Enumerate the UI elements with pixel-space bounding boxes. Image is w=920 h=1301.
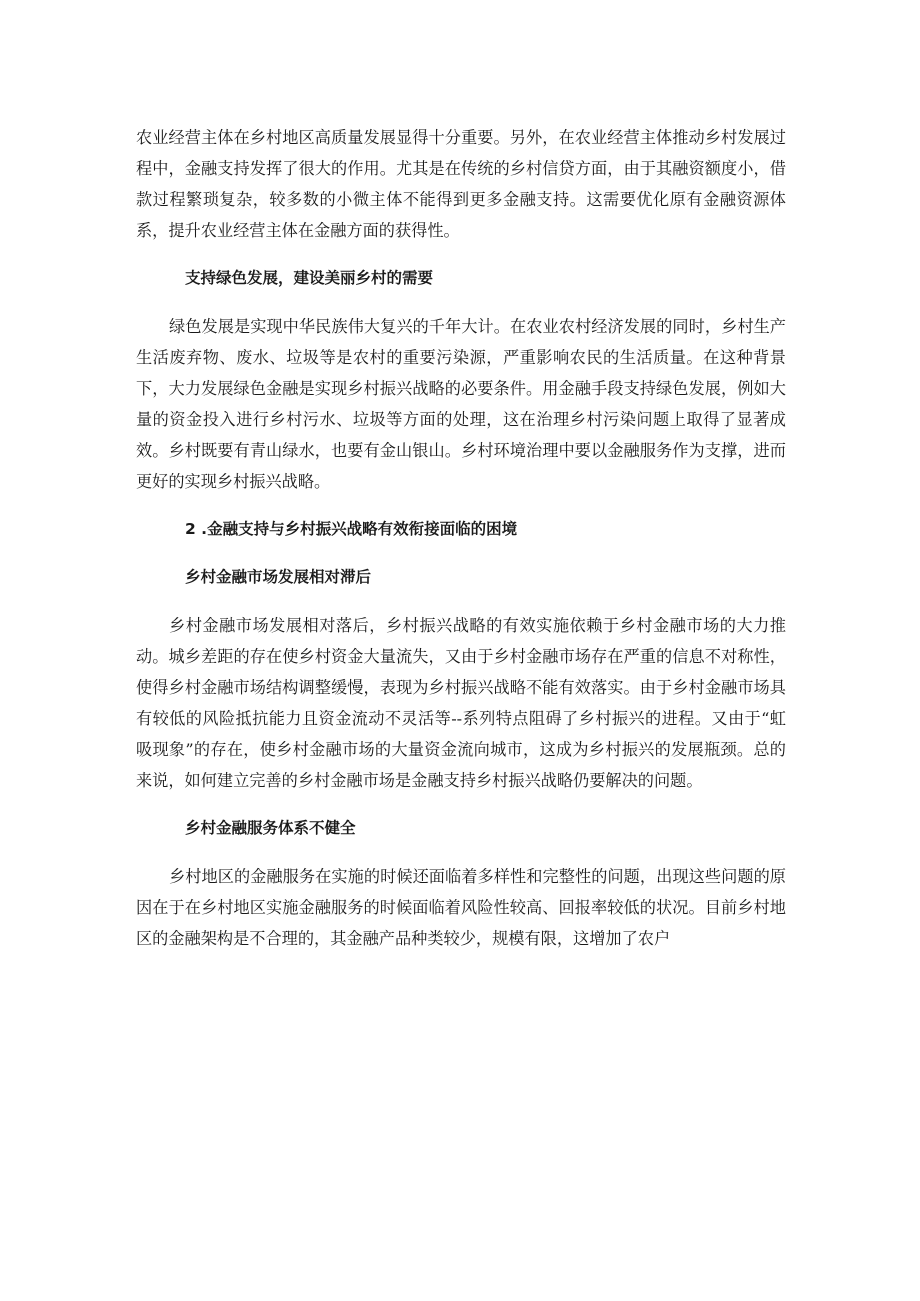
paragraph-rural-service: 乡村地区的金融服务在实施的时候还面临着多样性和完整性的问题，出现这些问题的原因在于在乡村地区实施金融服务的时候面临着风险性较高、回报率较低的状况。目前乡村地区的金融架构是不合理的，其金融产品种类较少，规模有限，这增加了农户 xyxy=(136,867,786,948)
heading-rural-market: 乡村金融市场发展相对滞后 xyxy=(185,568,372,586)
heading-section-2: 2 .金融支持与乡村振兴战略有效衔接面临的困境 xyxy=(185,520,518,538)
paragraph-agri-operators: 农业经营主体在乡村地区高质量发展显得十分重要。另外，在农业经营主体推动乡村发展过程中，金融支持发挥了很大的作用。尤其是在传统的乡村信贷方面，由于其融资额度小，借款过程繁琐复杂，较多数的小微主体不能得到更多金融支持。这需要优化原有金融资源体系，提升农业经营主体在金融方面的获得性。 xyxy=(136,128,786,240)
paragraph-rural-market: 乡村金融市场发展相对落后，乡村振兴战略的有效实施依赖于乡村金融市场的大力推动。城乡差距的存在使乡村资金大量流失，又由于乡村金融市场存在严重的信息不对称性，使得乡村金融市场结构调整缓慢，表现为乡村振兴战略不能有效落实。由于乡村金融市场具有较低的风险抵抗能力且资金流动不灵活等--系列特点阻碍了乡村振兴的进程。又由于“虹吸现象”的存在，使乡村金融市场的大量资金流向城市，这成为乡村振兴的发展瓶颈。总的来说，如何建立完善的乡村金融市场是金融支持乡村振兴战略仍要解决的问题。 xyxy=(136,616,786,790)
paragraph-green-development: 绿色发展是实现中华民族伟大复兴的千年大计。在农业农村经济发展的同时，乡村生产生活废弃物、废水、垃圾等是农村的重要污染源，严重影响农民的生活质量。在这种背景下，大力发展绿色金融是实现乡村振兴战略的必要条件。用金融手段支持绿色发展，例如大量的资金投入进行乡村污水、垃圾等方面的处理，这在治理乡村污染问题上取得了显著成效。乡村既要有青山绿水，也要有金山银山。乡村环境治理中要以金融服务作为支撑，进而更好的实现乡村振兴战略。 xyxy=(136,317,786,491)
heading-rural-service: 乡村金融服务体系不健全 xyxy=(185,819,356,837)
heading-green-development: 支持绿色发展，建设美丽乡村的需要 xyxy=(185,269,434,287)
document-body xyxy=(136,122,786,954)
